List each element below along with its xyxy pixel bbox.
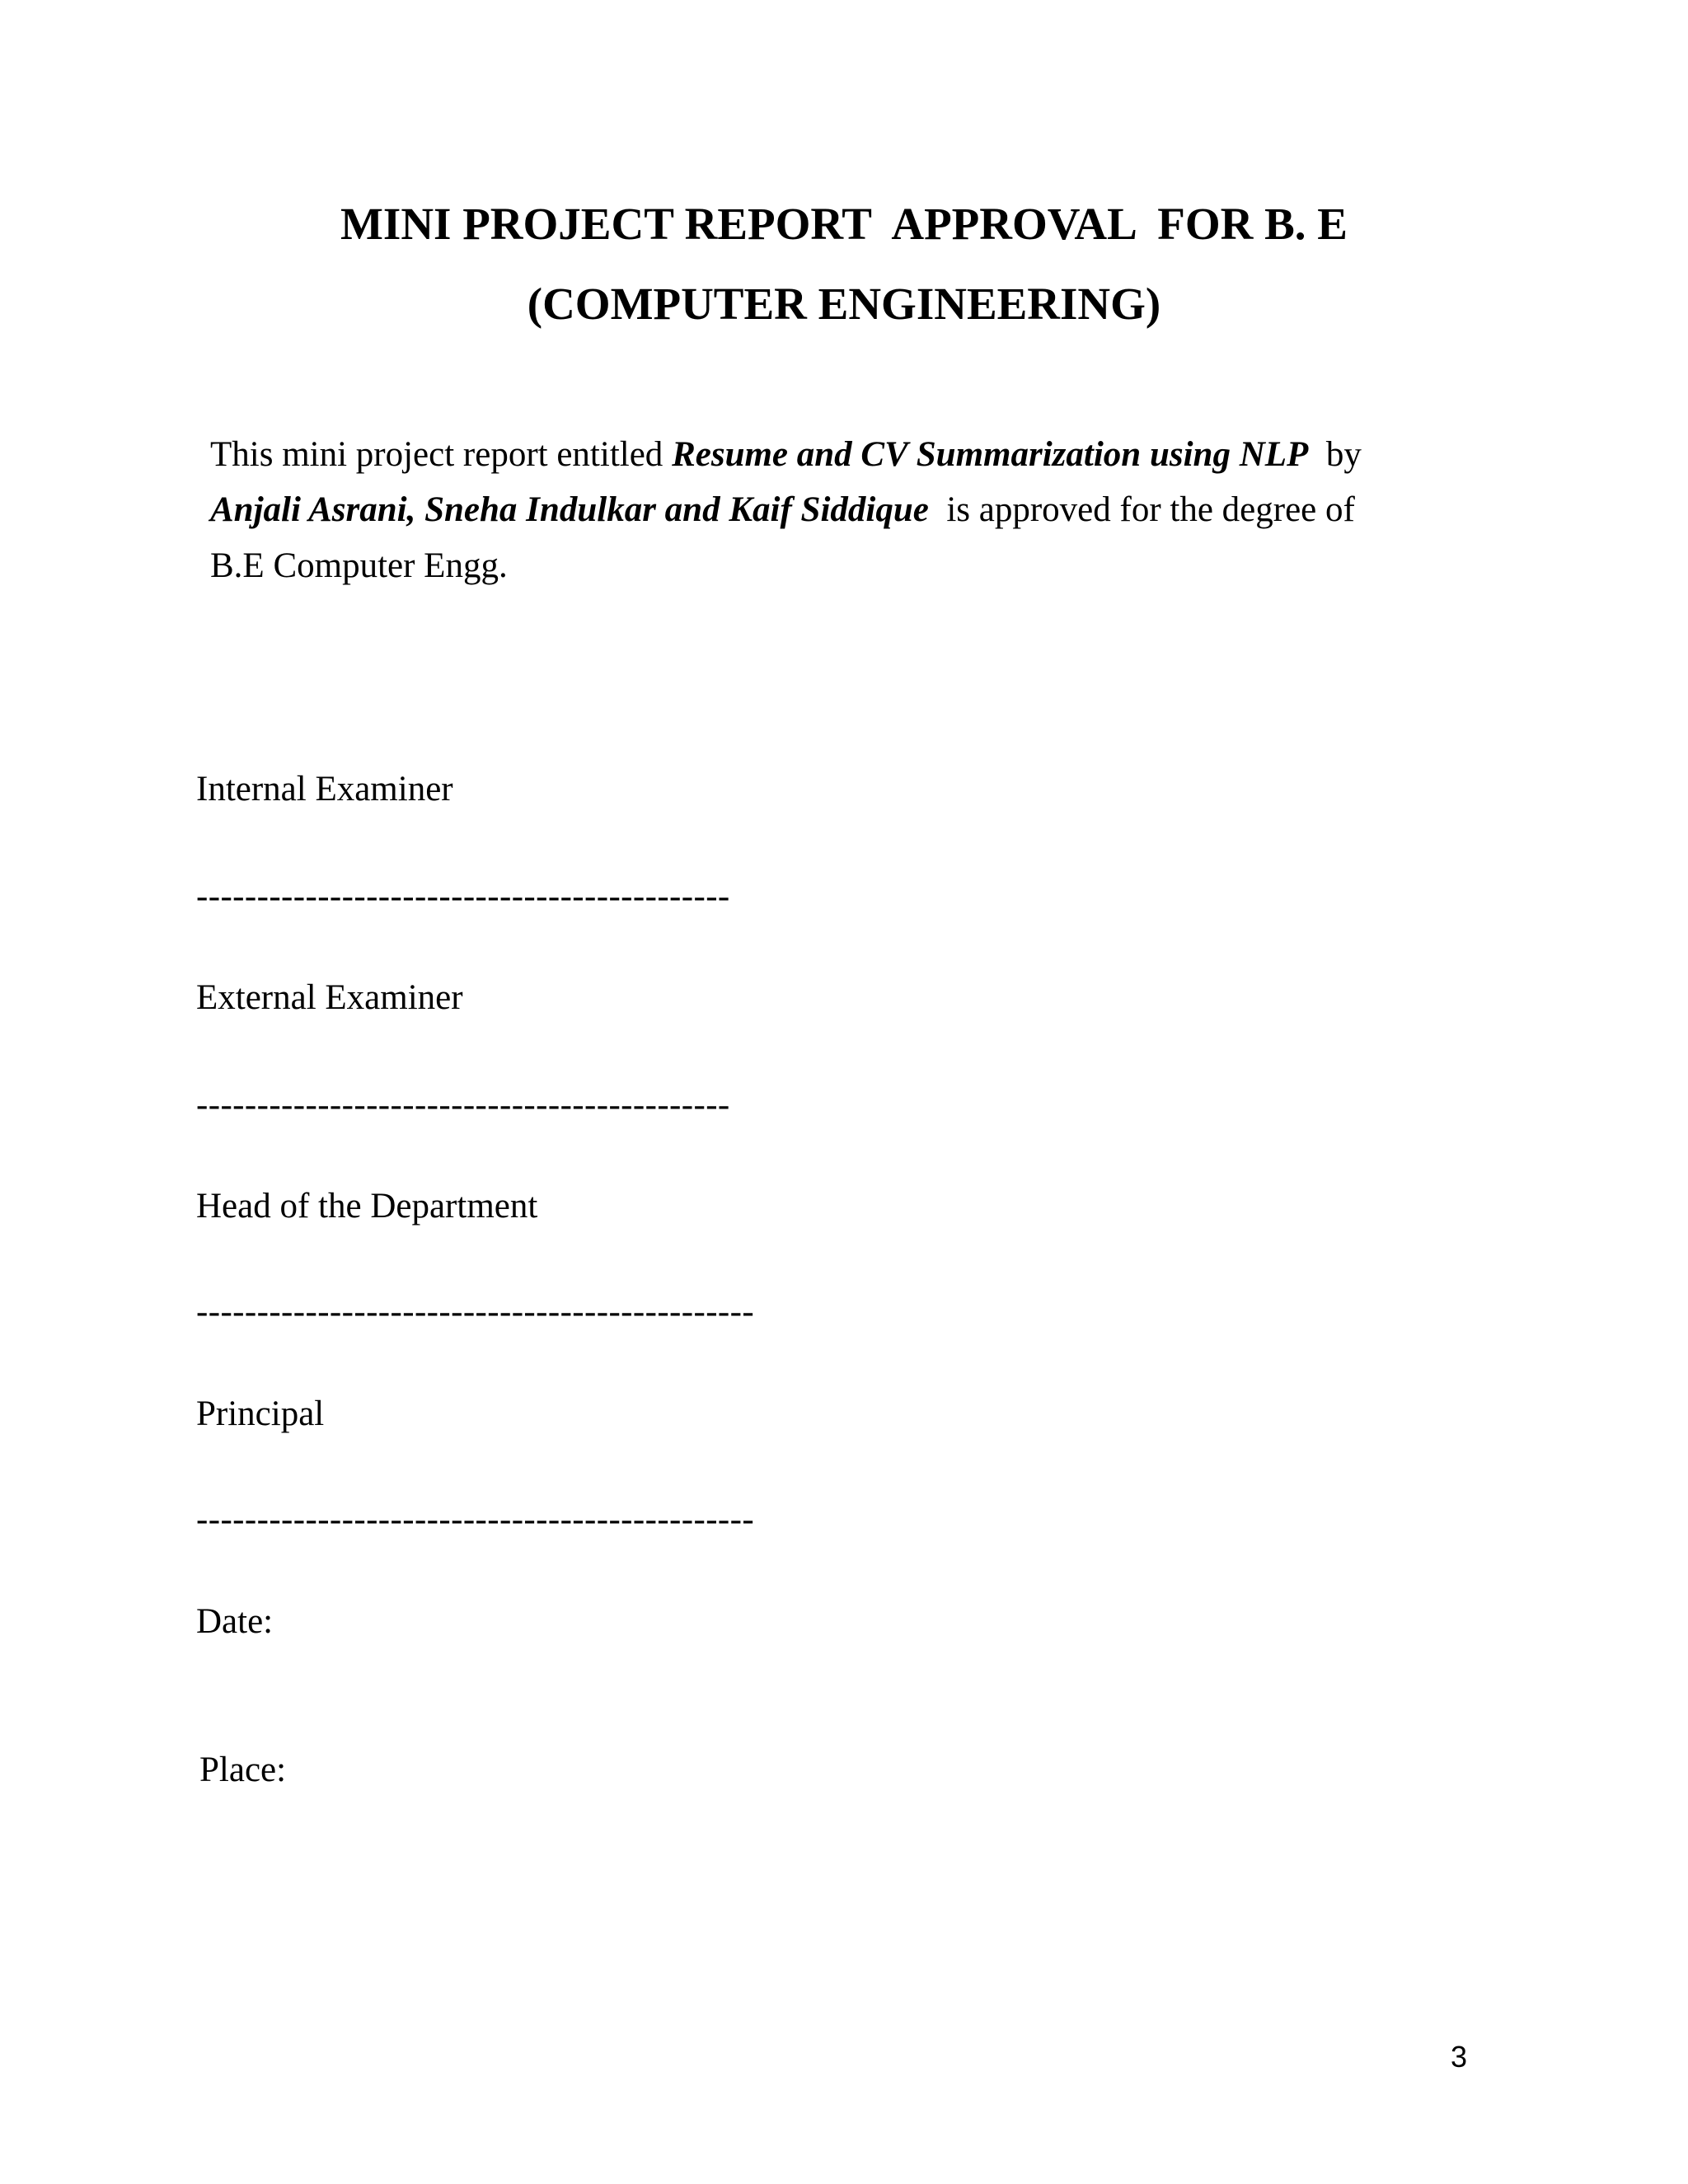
principal-signature-line: ----------------------------------------------: [196, 1500, 755, 1539]
intro-line-2: [210, 482, 1496, 538]
internal-examiner-signature-line: --------------------------------------------: [196, 877, 730, 916]
intro-prefix: This mini project report entitled: [210, 435, 673, 474]
head-of-department-signature-line: ----------------------------------------------: [196, 1292, 755, 1331]
head-of-department-label: Head of the Department: [196, 1187, 538, 1226]
date-label: Date:: [196, 1602, 274, 1641]
intro-line-1: [210, 427, 1496, 483]
external-examiner-signature-line: --------------------------------------------: [196, 1085, 730, 1124]
intro-degree: B.E Computer Engg.: [210, 546, 508, 585]
external-examiner-label: External Examiner: [196, 978, 463, 1017]
place-label: Place:: [199, 1750, 287, 1789]
internal-examiner-label: Internal Examiner: [196, 770, 453, 808]
intro-approval: is approved for the degree of: [928, 490, 1355, 529]
principal-label: Principal: [196, 1394, 325, 1433]
report-title-line-1: MINI PROJECT REPORT APPROVAL FOR B. E: [340, 199, 1348, 249]
page-number: 3: [1451, 2040, 1468, 2074]
intro-by: by: [1308, 435, 1362, 474]
author-names: Anjali Asrani, Sneha Indulkar and Kaif Siddique: [210, 490, 929, 529]
report-title-line-2: (COMPUTER ENGINEERING): [527, 279, 1161, 329]
project-title: Resume and CV Summarization using NLP: [672, 435, 1309, 474]
